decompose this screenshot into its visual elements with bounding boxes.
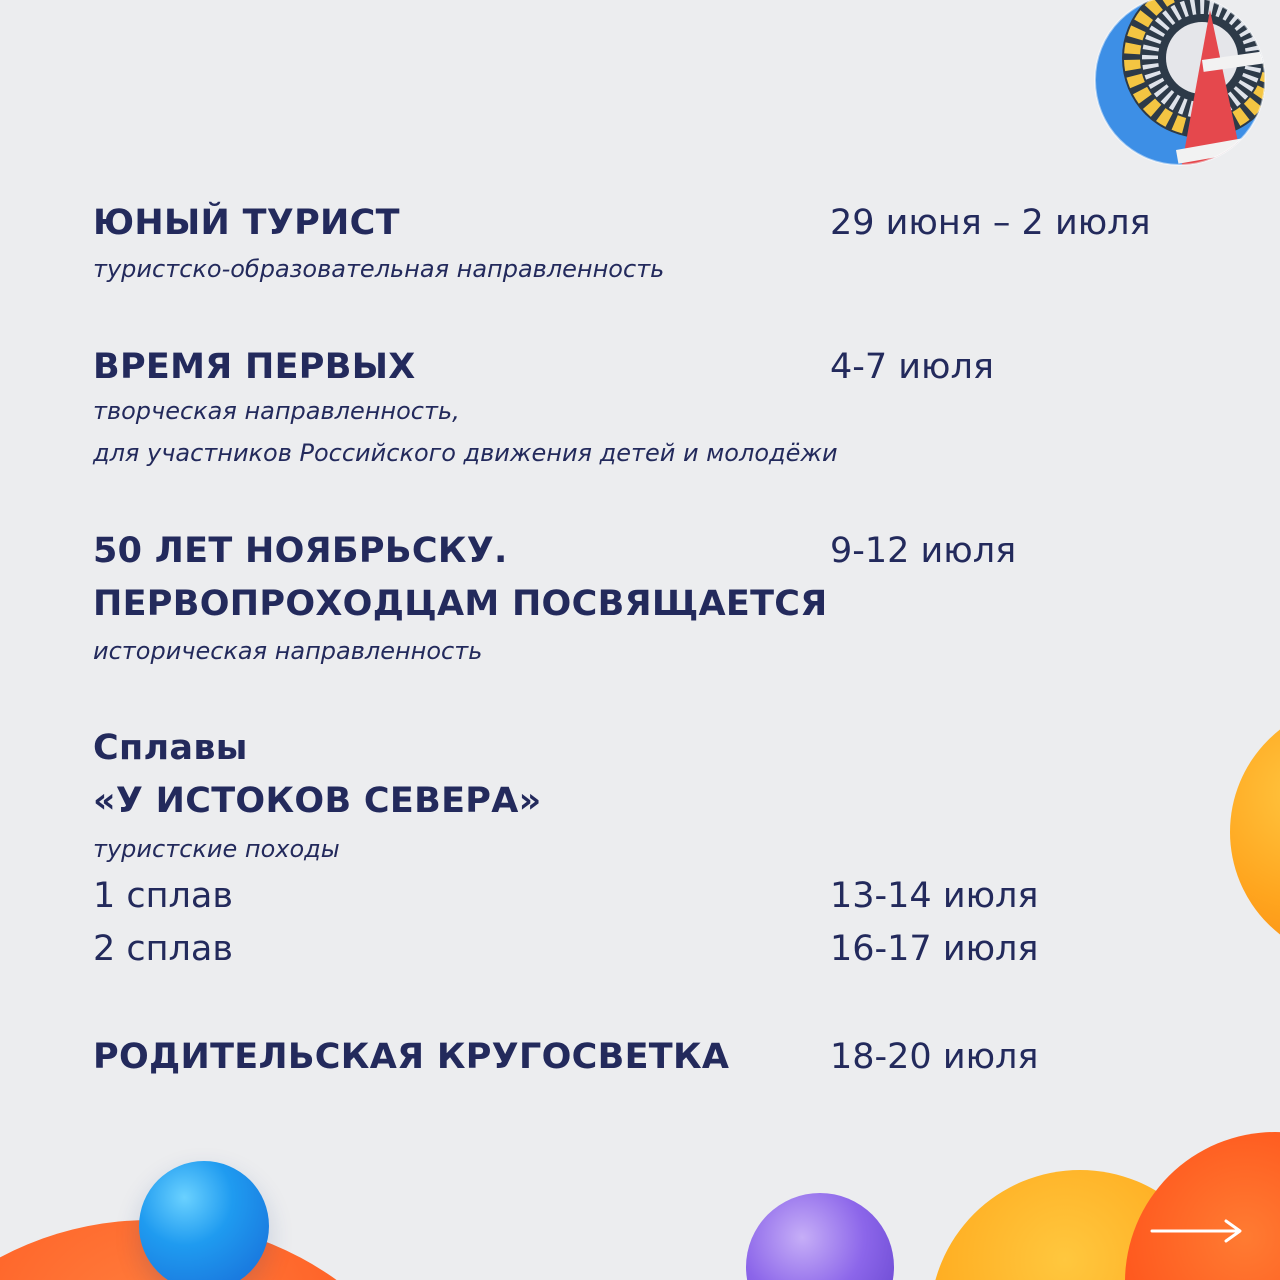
event-subtitle: творческая направленность,	[93, 397, 460, 425]
arrow-right-icon[interactable]	[1150, 1216, 1244, 1246]
red-orange-ball-decoration	[1125, 1132, 1280, 1280]
blue-ball-decoration	[139, 1161, 269, 1280]
event-date: 18-20 июля	[830, 1037, 1039, 1077]
event-subtitle: туристско-образовательная направленность	[93, 255, 665, 283]
event-title: РОДИТЕЛЬСКАЯ КРУГОСВЕТКА	[93, 1037, 730, 1077]
event-title: Сплавы	[93, 728, 248, 768]
event-title: ВРЕМЯ ПЕРВЫХ	[93, 347, 416, 387]
event-title: ПЕРВОПРОХОДЦАМ ПОСВЯЩАЕТСЯ	[93, 584, 828, 624]
session-label: 1 сплав	[93, 876, 233, 916]
event-title: «У ИСТОКОВ СЕВЕРА»	[93, 781, 542, 821]
event-title: 50 ЛЕТ НОЯБРЬСКУ.	[93, 531, 508, 571]
orange-ball-decoration	[1230, 702, 1280, 962]
event-subtitle: историческая направленность	[93, 637, 483, 665]
purple-ball-decoration	[746, 1193, 894, 1280]
event-title: ЮНЫЙ ТУРИСТ	[93, 203, 400, 243]
event-date: 29 июня – 2 июля	[830, 203, 1151, 243]
event-subtitle: туристские походы	[93, 835, 340, 863]
event-date: 9-12 июля	[830, 531, 1017, 571]
session-date: 16-17 июля	[830, 929, 1039, 969]
event-subtitle: для участников Российского движения детей и молодёжи	[93, 439, 838, 467]
session-date: 13-14 июля	[830, 876, 1039, 916]
session-label: 2 сплав	[93, 929, 233, 969]
ferris-wheel-logo-icon	[1090, 0, 1280, 200]
event-date: 4-7 июля	[830, 347, 994, 387]
